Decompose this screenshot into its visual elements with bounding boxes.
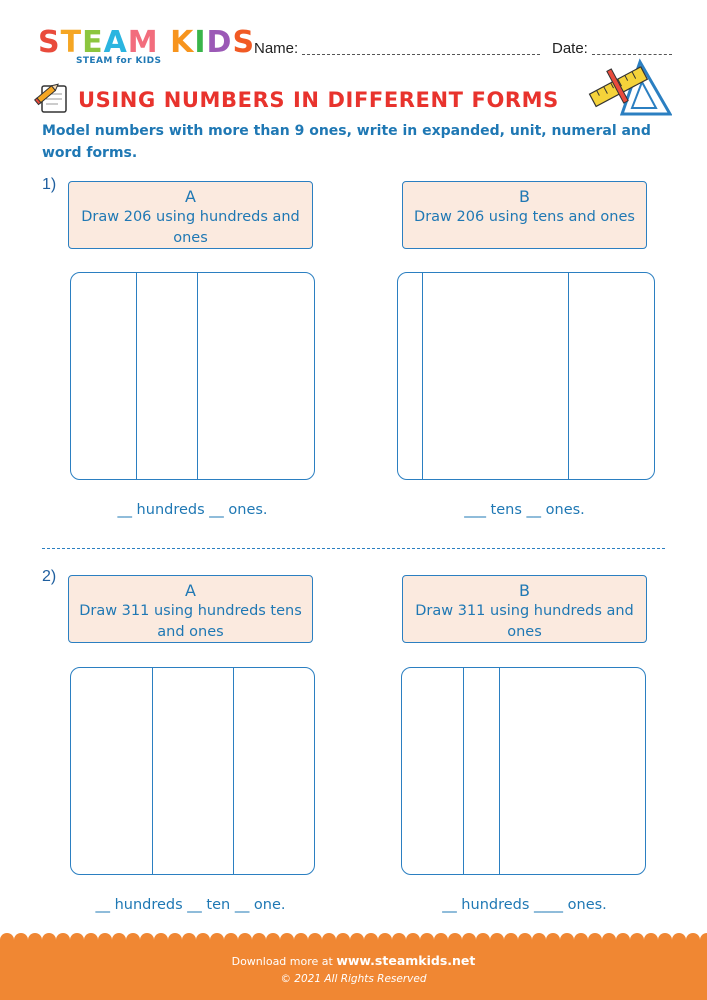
logo-letter: E [82,25,104,60]
instructions: Model numbers with more than 9 ones, write in expanded, unit, numeral and word forms. [42,123,651,161]
logo-letter: T [60,25,83,60]
prompt-card [402,181,647,249]
column-divider [499,668,500,874]
drawing-area[interactable] [70,272,315,480]
footer-download-line [0,953,707,968]
ruler-triangle-icon [588,58,672,120]
logo-letter: A [103,25,128,60]
prompt-text: Draw 206 using tens and ones [414,209,635,225]
question-number: 1) [42,176,57,193]
column-divider [136,273,137,479]
part-letter: B [519,187,530,206]
part-letter: A [185,187,196,206]
answer-sentence: __ hundreds __ ten __ one. [95,897,286,913]
name-label: Name: [254,40,299,57]
worksheet-title: USING NUMBERS IN DIFFERENT FORMS [78,88,559,112]
answer-sentence: ___ tens __ ones. [464,502,585,518]
logo-letter: S [232,25,256,60]
column-divider [197,273,198,479]
logo-letter: D [206,25,233,60]
part-letter: A [185,581,196,600]
column-divider [463,668,464,874]
footer-site-link[interactable]: www.steamkids.net [336,953,476,968]
name-field[interactable] [302,54,540,55]
logo-letter: I [194,25,207,60]
prompt-text: Draw 206 using hundreds and ones [81,209,300,246]
answer-sentence: __ hundreds ____ ones. [442,897,607,913]
date-label: Date: [552,40,588,57]
footer-bar [0,940,707,1000]
prompt-card [68,575,313,643]
column-divider [233,668,234,874]
part-letter: B [519,581,530,600]
logo-letter: K [170,25,195,60]
drawing-area[interactable] [401,667,646,875]
date-field[interactable] [592,54,672,55]
question-number: 2) [42,568,57,585]
footer-download-prefix: Download more at [231,955,337,968]
logo [38,26,255,60]
worksheet-pencil-icon [34,80,74,116]
logo-letter: S [38,25,61,60]
column-divider [422,273,423,479]
footer-copyright: © 2021 All Rights Reserved [280,973,427,985]
prompt-card [68,181,313,249]
answer-sentence: __ hundreds __ ones. [117,502,268,518]
prompt-text: Draw 311 using hundreds and ones [415,603,634,640]
prompt-card [402,575,647,643]
prompt-text: Draw 311 using hundreds tens and ones [79,603,302,640]
logo-letter: M [127,25,159,60]
column-divider [152,668,153,874]
logo-letter [159,26,170,60]
drawing-area[interactable] [397,272,655,480]
drawing-area[interactable] [70,667,315,875]
logo-subtitle: STEAM for KIDS [76,56,162,66]
section-divider [42,548,665,549]
column-divider [568,273,569,479]
